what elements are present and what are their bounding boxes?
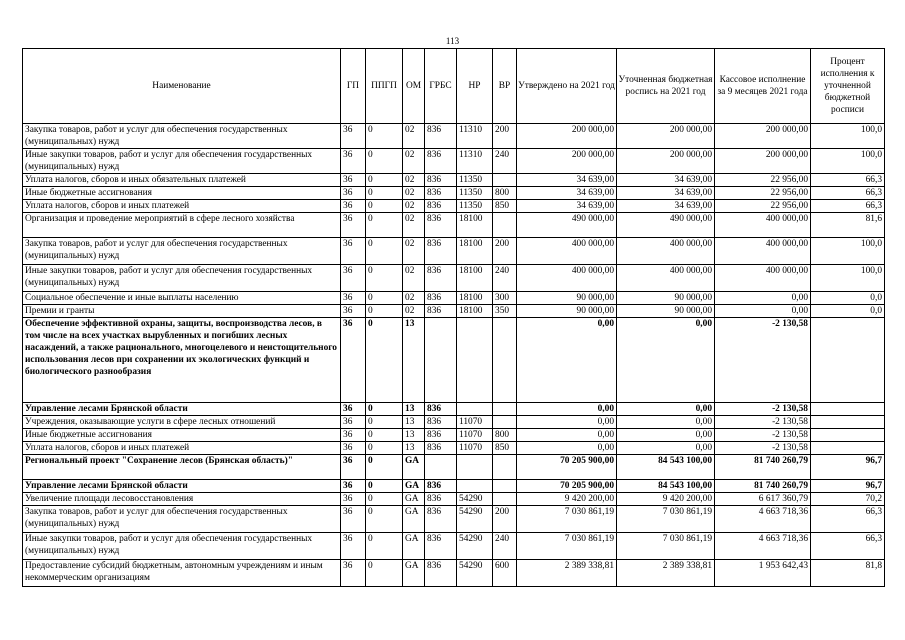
cell-approved: 7 030 861,19 bbox=[517, 506, 617, 533]
cell-vr bbox=[493, 493, 517, 506]
cell-om: 02 bbox=[403, 292, 425, 305]
cell-ppgp: 0 bbox=[366, 560, 403, 587]
cell-gp: 36 bbox=[341, 560, 366, 587]
cell-name: Управление лесами Брянской области bbox=[23, 480, 341, 493]
cell-refined: 490 000,00 bbox=[617, 213, 715, 238]
cell-approved: 200 000,00 bbox=[517, 124, 617, 149]
cell-refined: 7 030 861,19 bbox=[617, 533, 715, 560]
cell-refined: 0,00 bbox=[617, 442, 715, 455]
cell-om: GA bbox=[403, 506, 425, 533]
cell-ppgp: 0 bbox=[366, 187, 403, 200]
cell-cash: -2 130,58 bbox=[715, 429, 811, 442]
cell-approved: 0,00 bbox=[517, 442, 617, 455]
table-row bbox=[23, 480, 885, 493]
cell-refined: 400 000,00 bbox=[617, 238, 715, 265]
cell-approved: 0,00 bbox=[517, 416, 617, 429]
cell-cash: 22 956,00 bbox=[715, 200, 811, 213]
cell-percent: 96,7 bbox=[811, 455, 885, 480]
cell-gp: 36 bbox=[341, 124, 366, 149]
cell-vr: 240 bbox=[493, 149, 517, 174]
cell-ppgp: 0 bbox=[366, 174, 403, 187]
cell-vr: 800 bbox=[493, 429, 517, 442]
table-row bbox=[23, 124, 885, 149]
cell-np bbox=[457, 403, 493, 416]
cell-grbs: 836 bbox=[425, 429, 457, 442]
cell-np: 18100 bbox=[457, 305, 493, 318]
cell-name: Организация и проведение мероприятий в сфере лесного хозяйства bbox=[23, 213, 341, 238]
cell-ppgp: 0 bbox=[366, 213, 403, 238]
cell-name: Иные бюджетные ассигнования bbox=[23, 429, 341, 442]
col-np: НР bbox=[457, 49, 493, 124]
cell-percent: 66,3 bbox=[811, 533, 885, 560]
cell-gp: 36 bbox=[341, 506, 366, 533]
cell-ppgp: 0 bbox=[366, 292, 403, 305]
cell-percent: 81,8 bbox=[811, 560, 885, 587]
cell-ppgp: 0 bbox=[366, 403, 403, 416]
cell-grbs: 836 bbox=[425, 187, 457, 200]
col-vr: ВР bbox=[493, 49, 517, 124]
cell-ppgp: 0 bbox=[366, 305, 403, 318]
cell-np: 54290 bbox=[457, 533, 493, 560]
cell-vr: 300 bbox=[493, 292, 517, 305]
cell-name: Учреждения, оказывающие услуги в сфере лесных отношений bbox=[23, 416, 341, 429]
cell-refined: 34 639,00 bbox=[617, 187, 715, 200]
cell-np: 54290 bbox=[457, 560, 493, 587]
cell-cash: -2 130,58 bbox=[715, 442, 811, 455]
cell-grbs: 836 bbox=[425, 560, 457, 587]
cell-percent: 100,0 bbox=[811, 124, 885, 149]
cell-grbs: 836 bbox=[425, 292, 457, 305]
cell-approved: 0,00 bbox=[517, 403, 617, 416]
cell-approved: 200 000,00 bbox=[517, 149, 617, 174]
cell-refined: 200 000,00 bbox=[617, 149, 715, 174]
table-row bbox=[23, 416, 885, 429]
cell-approved: 400 000,00 bbox=[517, 238, 617, 265]
cell-ppgp: 0 bbox=[366, 533, 403, 560]
cell-name: Иные закупки товаров, работ и услуг для обеспечения государственных (муниципальных) нужд bbox=[23, 533, 341, 560]
cell-vr: 240 bbox=[493, 265, 517, 292]
cell-name: Иные закупки товаров, работ и услуг для обеспечения государственных (муниципальных) нужд bbox=[23, 149, 341, 174]
cell-ppgp: 0 bbox=[366, 124, 403, 149]
cell-grbs: 836 bbox=[425, 213, 457, 238]
cell-gp: 36 bbox=[341, 200, 366, 213]
cell-name: Закупка товаров, работ и услуг для обеспечения государственных (муниципальных) нужд bbox=[23, 506, 341, 533]
cell-grbs: 836 bbox=[425, 265, 457, 292]
cell-name: Управление лесами Брянской области bbox=[23, 403, 341, 416]
cell-cash: 4 663 718,36 bbox=[715, 533, 811, 560]
cell-refined: 7 030 861,19 bbox=[617, 506, 715, 533]
cell-gp: 36 bbox=[341, 238, 366, 265]
cell-vr bbox=[493, 416, 517, 429]
cell-om: 02 bbox=[403, 124, 425, 149]
table-row bbox=[23, 213, 885, 238]
cell-grbs: 836 bbox=[425, 305, 457, 318]
cell-name: Региональный проект "Сохранение лесов (Брянская область)" bbox=[23, 455, 341, 480]
cell-np: 11310 bbox=[457, 124, 493, 149]
cell-approved: 400 000,00 bbox=[517, 265, 617, 292]
cell-om: GA bbox=[403, 480, 425, 493]
cell-cash: 400 000,00 bbox=[715, 238, 811, 265]
cell-grbs: 836 bbox=[425, 200, 457, 213]
cell-np bbox=[457, 480, 493, 493]
cell-percent bbox=[811, 429, 885, 442]
cell-ppgp: 0 bbox=[366, 455, 403, 480]
cell-approved: 0,00 bbox=[517, 429, 617, 442]
cell-grbs: 836 bbox=[425, 533, 457, 560]
cell-refined: 84 543 100,00 bbox=[617, 455, 715, 480]
cell-np: 11310 bbox=[457, 149, 493, 174]
cell-approved: 70 205 900,00 bbox=[517, 480, 617, 493]
cell-approved: 90 000,00 bbox=[517, 305, 617, 318]
page-number: 113 bbox=[445, 36, 460, 46]
cell-vr: 200 bbox=[493, 238, 517, 265]
cell-cash: 81 740 260,79 bbox=[715, 480, 811, 493]
cell-gp: 36 bbox=[341, 416, 366, 429]
cell-percent bbox=[811, 416, 885, 429]
cell-vr bbox=[493, 480, 517, 493]
cell-refined: 400 000,00 bbox=[617, 265, 715, 292]
cell-om: 02 bbox=[403, 305, 425, 318]
cell-om: GA bbox=[403, 455, 425, 480]
cell-om: 13 bbox=[403, 318, 425, 403]
cell-cash: -2 130,58 bbox=[715, 318, 811, 403]
cell-ppgp: 0 bbox=[366, 506, 403, 533]
table-row bbox=[23, 187, 885, 200]
cell-gp: 36 bbox=[341, 455, 366, 480]
cell-om: 02 bbox=[403, 174, 425, 187]
cell-ppgp: 0 bbox=[366, 493, 403, 506]
cell-gp: 36 bbox=[341, 493, 366, 506]
cell-approved: 34 639,00 bbox=[517, 200, 617, 213]
cell-om: 02 bbox=[403, 200, 425, 213]
cell-name: Уплата налогов, сборов и иных платежей bbox=[23, 200, 341, 213]
col-cash: Кассовое исполнение за 9 месяцев 2021 года bbox=[715, 49, 811, 124]
cell-vr bbox=[493, 455, 517, 480]
cell-percent: 100,0 bbox=[811, 265, 885, 292]
cell-np bbox=[457, 455, 493, 480]
cell-gp: 36 bbox=[341, 403, 366, 416]
cell-gp: 36 bbox=[341, 292, 366, 305]
budget-table bbox=[22, 48, 885, 587]
cell-cash: 0,00 bbox=[715, 292, 811, 305]
cell-percent: 96,7 bbox=[811, 480, 885, 493]
cell-om: 02 bbox=[403, 213, 425, 238]
cell-om: GA bbox=[403, 493, 425, 506]
cell-cash: 81 740 260,79 bbox=[715, 455, 811, 480]
table-row bbox=[23, 429, 885, 442]
cell-name: Закупка товаров, работ и услуг для обеспечения государственных (муниципальных) нужд bbox=[23, 238, 341, 265]
cell-refined: 90 000,00 bbox=[617, 292, 715, 305]
table-row bbox=[23, 403, 885, 416]
table-row bbox=[23, 265, 885, 292]
cell-gp: 36 bbox=[341, 318, 366, 403]
cell-grbs: 836 bbox=[425, 174, 457, 187]
table-row bbox=[23, 149, 885, 174]
table-row bbox=[23, 442, 885, 455]
cell-om: 13 bbox=[403, 403, 425, 416]
cell-cash: 6 617 360,79 bbox=[715, 493, 811, 506]
cell-percent: 66,3 bbox=[811, 200, 885, 213]
cell-vr: 850 bbox=[493, 200, 517, 213]
cell-np: 11350 bbox=[457, 187, 493, 200]
cell-refined: 84 543 100,00 bbox=[617, 480, 715, 493]
cell-np: 11070 bbox=[457, 442, 493, 455]
cell-ppgp: 0 bbox=[366, 238, 403, 265]
table-row bbox=[23, 318, 885, 403]
cell-vr bbox=[493, 174, 517, 187]
cell-cash: 22 956,00 bbox=[715, 187, 811, 200]
cell-approved: 90 000,00 bbox=[517, 292, 617, 305]
cell-refined: 200 000,00 bbox=[617, 124, 715, 149]
cell-np: 18100 bbox=[457, 265, 493, 292]
cell-percent: 0,0 bbox=[811, 305, 885, 318]
cell-vr: 850 bbox=[493, 442, 517, 455]
cell-om: 13 bbox=[403, 429, 425, 442]
table-row bbox=[23, 174, 885, 187]
cell-om: GA bbox=[403, 560, 425, 587]
table-row bbox=[23, 305, 885, 318]
cell-refined: 90 000,00 bbox=[617, 305, 715, 318]
cell-cash: 22 956,00 bbox=[715, 174, 811, 187]
table-row bbox=[23, 560, 885, 587]
col-approved: Утверждено на 2021 год bbox=[517, 49, 617, 124]
cell-cash: 200 000,00 bbox=[715, 149, 811, 174]
cell-percent: 66,3 bbox=[811, 174, 885, 187]
cell-gp: 36 bbox=[341, 213, 366, 238]
cell-percent bbox=[811, 318, 885, 403]
cell-percent bbox=[811, 403, 885, 416]
cell-ppgp: 0 bbox=[366, 442, 403, 455]
cell-cash: 1 953 642,43 bbox=[715, 560, 811, 587]
cell-percent: 81,6 bbox=[811, 213, 885, 238]
cell-grbs: 836 bbox=[425, 403, 457, 416]
cell-om: 13 bbox=[403, 416, 425, 429]
col-ppgp: ППГП bbox=[366, 49, 403, 124]
table-row bbox=[23, 455, 885, 480]
cell-np bbox=[457, 318, 493, 403]
cell-percent: 70,2 bbox=[811, 493, 885, 506]
cell-grbs bbox=[425, 455, 457, 480]
cell-vr: 800 bbox=[493, 187, 517, 200]
cell-approved: 0,00 bbox=[517, 318, 617, 403]
table-row bbox=[23, 238, 885, 265]
cell-gp: 36 bbox=[341, 187, 366, 200]
cell-np: 18100 bbox=[457, 292, 493, 305]
cell-name: Закупка товаров, работ и услуг для обеспечения государственных (муниципальных) нужд bbox=[23, 124, 341, 149]
cell-name: Социальное обеспечение и иные выплаты населению bbox=[23, 292, 341, 305]
cell-cash: 4 663 718,36 bbox=[715, 506, 811, 533]
cell-grbs: 836 bbox=[425, 238, 457, 265]
col-percent: Процент исполнения к уточненной бюджетной росписи bbox=[811, 49, 885, 124]
cell-gp: 36 bbox=[341, 429, 366, 442]
cell-refined: 0,00 bbox=[617, 429, 715, 442]
cell-om: 02 bbox=[403, 149, 425, 174]
cell-name: Премии и гранты bbox=[23, 305, 341, 318]
cell-ppgp: 0 bbox=[366, 265, 403, 292]
cell-gp: 36 bbox=[341, 149, 366, 174]
cell-grbs: 836 bbox=[425, 124, 457, 149]
cell-grbs: 836 bbox=[425, 506, 457, 533]
cell-approved: 34 639,00 bbox=[517, 174, 617, 187]
cell-approved: 490 000,00 bbox=[517, 213, 617, 238]
cell-ppgp: 0 bbox=[366, 149, 403, 174]
cell-gp: 36 bbox=[341, 174, 366, 187]
cell-name: Иные закупки товаров, работ и услуг для обеспечения государственных (муниципальных) нужд bbox=[23, 265, 341, 292]
cell-percent: 66,3 bbox=[811, 187, 885, 200]
table-row bbox=[23, 200, 885, 213]
cell-percent: 100,0 bbox=[811, 238, 885, 265]
cell-name: Уплата налогов, сборов и иных платежей bbox=[23, 442, 341, 455]
cell-np: 11350 bbox=[457, 174, 493, 187]
col-grbs: ГРБС bbox=[425, 49, 457, 124]
cell-ppgp: 0 bbox=[366, 318, 403, 403]
cell-np: 11070 bbox=[457, 416, 493, 429]
table-row bbox=[23, 292, 885, 305]
cell-grbs: 836 bbox=[425, 416, 457, 429]
cell-np: 54290 bbox=[457, 506, 493, 533]
cell-vr: 240 bbox=[493, 533, 517, 560]
col-om: ОМ bbox=[403, 49, 425, 124]
cell-name: Предоставление субсидий бюджетным, автономным учреждениям и иным некоммерческим организациям bbox=[23, 560, 341, 587]
col-gp: ГП bbox=[341, 49, 366, 124]
cell-approved: 2 389 338,81 bbox=[517, 560, 617, 587]
cell-percent: 100,0 bbox=[811, 149, 885, 174]
table-row bbox=[23, 493, 885, 506]
cell-cash: -2 130,58 bbox=[715, 416, 811, 429]
cell-grbs: 836 bbox=[425, 442, 457, 455]
cell-grbs: 836 bbox=[425, 149, 457, 174]
cell-vr bbox=[493, 318, 517, 403]
cell-vr: 200 bbox=[493, 124, 517, 149]
cell-name: Иные бюджетные ассигнования bbox=[23, 187, 341, 200]
cell-refined: 34 639,00 bbox=[617, 174, 715, 187]
cell-vr bbox=[493, 403, 517, 416]
cell-name: Уплата налогов, сборов и иных обязательных платежей bbox=[23, 174, 341, 187]
cell-gp: 36 bbox=[341, 305, 366, 318]
cell-om: GA bbox=[403, 533, 425, 560]
cell-refined: 0,00 bbox=[617, 318, 715, 403]
cell-cash: 200 000,00 bbox=[715, 124, 811, 149]
table-header bbox=[23, 49, 885, 124]
cell-gp: 36 bbox=[341, 480, 366, 493]
cell-vr bbox=[493, 213, 517, 238]
cell-gp: 36 bbox=[341, 533, 366, 560]
cell-gp: 36 bbox=[341, 442, 366, 455]
table-row bbox=[23, 506, 885, 533]
cell-gp: 36 bbox=[341, 265, 366, 292]
cell-cash: 400 000,00 bbox=[715, 265, 811, 292]
col-refined: Уточненная бюджетная роспись на 2021 год bbox=[617, 49, 715, 124]
cell-refined: 2 389 338,81 bbox=[617, 560, 715, 587]
table-row bbox=[23, 533, 885, 560]
col-name: Наименование bbox=[23, 49, 341, 124]
cell-refined: 34 639,00 bbox=[617, 200, 715, 213]
cell-vr: 200 bbox=[493, 506, 517, 533]
cell-approved: 7 030 861,19 bbox=[517, 533, 617, 560]
cell-vr: 600 bbox=[493, 560, 517, 587]
cell-np: 18100 bbox=[457, 238, 493, 265]
cell-om: 13 bbox=[403, 442, 425, 455]
cell-grbs bbox=[425, 318, 457, 403]
cell-np: 18100 bbox=[457, 213, 493, 238]
cell-refined: 9 420 200,00 bbox=[617, 493, 715, 506]
cell-grbs: 836 bbox=[425, 480, 457, 493]
cell-approved: 9 420 200,00 bbox=[517, 493, 617, 506]
cell-ppgp: 0 bbox=[366, 416, 403, 429]
cell-om: 02 bbox=[403, 265, 425, 292]
cell-np: 11350 bbox=[457, 200, 493, 213]
cell-np: 11070 bbox=[457, 429, 493, 442]
cell-refined: 0,00 bbox=[617, 403, 715, 416]
cell-percent: 0,0 bbox=[811, 292, 885, 305]
cell-approved: 70 205 900,00 bbox=[517, 455, 617, 480]
cell-name: Обеспечение эффективной охраны, защиты, воспроизводства лесов, в том числе на всех участках вырубленных и погибших лесных насаждений, а также рационального, многоцелевого и неистощительного использования лесов при сохранении их экологических функций и биологического разнообразия bbox=[23, 318, 341, 403]
cell-name: Увеличение площади лесовосстановления bbox=[23, 493, 341, 506]
cell-vr: 350 bbox=[493, 305, 517, 318]
cell-om: 02 bbox=[403, 187, 425, 200]
cell-om: 02 bbox=[403, 238, 425, 265]
cell-cash: 400 000,00 bbox=[715, 213, 811, 238]
cell-percent: 66,3 bbox=[811, 506, 885, 533]
cell-np: 54290 bbox=[457, 493, 493, 506]
cell-refined: 0,00 bbox=[617, 416, 715, 429]
cell-cash: 0,00 bbox=[715, 305, 811, 318]
cell-cash: -2 130,58 bbox=[715, 403, 811, 416]
cell-grbs: 836 bbox=[425, 493, 457, 506]
cell-percent bbox=[811, 442, 885, 455]
cell-ppgp: 0 bbox=[366, 429, 403, 442]
cell-ppgp: 0 bbox=[366, 200, 403, 213]
cell-ppgp: 0 bbox=[366, 480, 403, 493]
cell-approved: 34 639,00 bbox=[517, 187, 617, 200]
